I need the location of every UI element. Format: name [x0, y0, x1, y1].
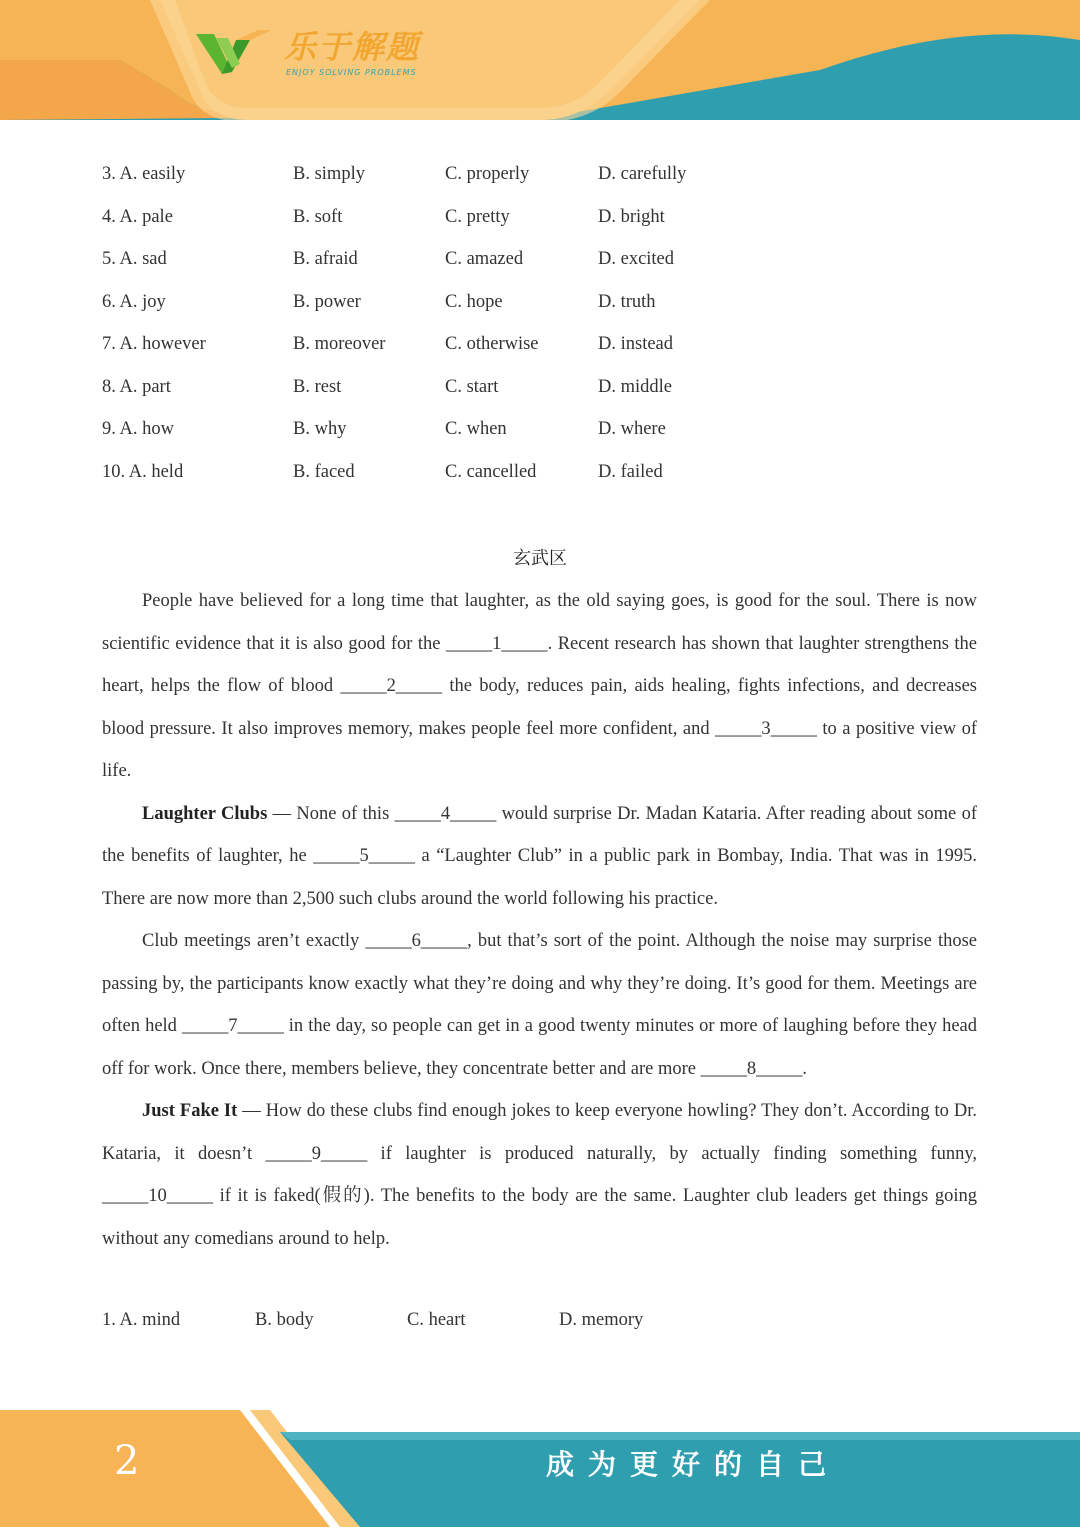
option-row: [102, 328, 1002, 371]
paragraph-1: People have believed for a long time that laughter, as the old saying goes, is good for the soul. There is now scientific evidence that it is also good for the _____1_____. Recent research has shown that laughter strengthens the heart, helps the flow of blood _____2_____ the body, reduces pain, aids healing, fights infections, and decreases blood pressure. It also improves memory, makes people feel more confident, and _____3_____ to a positive view of life.: [102, 591, 977, 781]
option-a: 1. A. mind: [102, 1310, 181, 1330]
option-c: C. amazed: [445, 249, 524, 269]
option-a: 10. A. held: [102, 461, 184, 482]
option-d: D. bright: [598, 206, 665, 227]
paragraph-4-text: — How do these clubs find enough jokes to keep everyone howling? They don’t. According to Dr. Kataria, it doesn’t _____9_____ if laughter is produced naturally, by actually finding something funny, _____10_____ if it is faked(假的). The benefits to the body are the same. Laughter club leaders get things going without any comedians around to help.: [102, 1101, 977, 1249]
option-row: [102, 286, 1002, 329]
option-a: 9. A. how: [102, 419, 174, 439]
question-1-options: [102, 1308, 802, 1338]
option-c: C. properly: [445, 164, 530, 184]
footer-banner: [0, 1410, 1080, 1527]
option-a: 6. A. joy: [102, 291, 166, 312]
paragraph-3: Club meetings aren’t exactly _____6_____, but that’s sort of the point. Although the noise may surprise those passing by, the participants know exactly what they’re doing and why they’re doing. It’s good for them. Meetings are often held _____7_____ in the day, so people can get in a good twenty minutes or more of laughing before they head off for work. Once there, members believe, they concentrate better and are more _____8_____.: [102, 931, 977, 1079]
option-a: 3. A. easily: [102, 164, 186, 184]
option-d: D. memory: [559, 1310, 644, 1330]
option-row: [102, 158, 1002, 201]
option-d: D. excited: [598, 249, 675, 269]
option-row: [102, 413, 1002, 456]
option-a: 7. A. however: [102, 334, 206, 354]
option-c: C. heart: [407, 1310, 466, 1330]
header-banner: [0, 0, 1080, 130]
option-d: D. middle: [598, 376, 672, 397]
page-header: [0, 0, 1080, 130]
option-b: B. afraid: [293, 249, 358, 269]
option-b: B. simply: [293, 164, 365, 184]
paragraph-2-text: — None of this _____4_____ would surprise Dr. Madan Kataria. After reading about some of the benefits of laughter, he _____5_____ a “Laughter Club” in a public park in Bombay, India. That was in 1995. There are now more than 2,500 such clubs around the world following his practice.: [102, 803, 977, 909]
option-list: [102, 158, 1002, 498]
option-a: 8. A. part: [102, 376, 171, 397]
option-d: D. instead: [598, 334, 674, 354]
option-c: C. when: [445, 419, 507, 439]
page-footer: [0, 1410, 1080, 1527]
option-b: B. power: [293, 291, 361, 312]
option-a: 5. A. sad: [102, 249, 167, 269]
footer-slogan: 成为更好的自己: [546, 1448, 841, 1481]
option-b: B. soft: [293, 206, 343, 227]
brand-tagline: ENJOY SOLVING PROBLEMS: [286, 68, 417, 77]
brand-name: 乐于解题: [284, 28, 421, 66]
option-row: [102, 243, 1002, 286]
option-d: D. carefully: [598, 164, 687, 184]
option-c: C. cancelled: [445, 461, 537, 482]
option-c: C. hope: [445, 291, 503, 312]
option-a: 4. A. pale: [102, 206, 173, 227]
option-d: D. truth: [598, 291, 656, 312]
reading-passage: [102, 580, 977, 1260]
option-d: D. where: [598, 419, 666, 439]
option-c: C. pretty: [445, 206, 510, 227]
option-row: [102, 456, 1002, 499]
paragraph-2: [102, 793, 977, 921]
paragraph-4-heading: Just Fake It: [142, 1101, 238, 1121]
option-b: B. moreover: [293, 334, 386, 354]
option-c: C. start: [445, 376, 499, 397]
option-c: C. otherwise: [445, 334, 539, 354]
option-b: B. rest: [293, 376, 342, 397]
paragraph-4: [102, 1090, 977, 1260]
option-row: [102, 201, 1002, 244]
option-d: D. failed: [598, 461, 663, 482]
option-b: B. faced: [293, 461, 355, 482]
section-title: 玄武区: [513, 548, 567, 569]
option-b: B. why: [293, 419, 347, 439]
option-b: B. body: [255, 1310, 314, 1330]
option-row: [102, 371, 1002, 414]
page-number: 2: [114, 1438, 140, 1484]
paragraph-2-heading: Laughter Clubs: [142, 803, 268, 824]
